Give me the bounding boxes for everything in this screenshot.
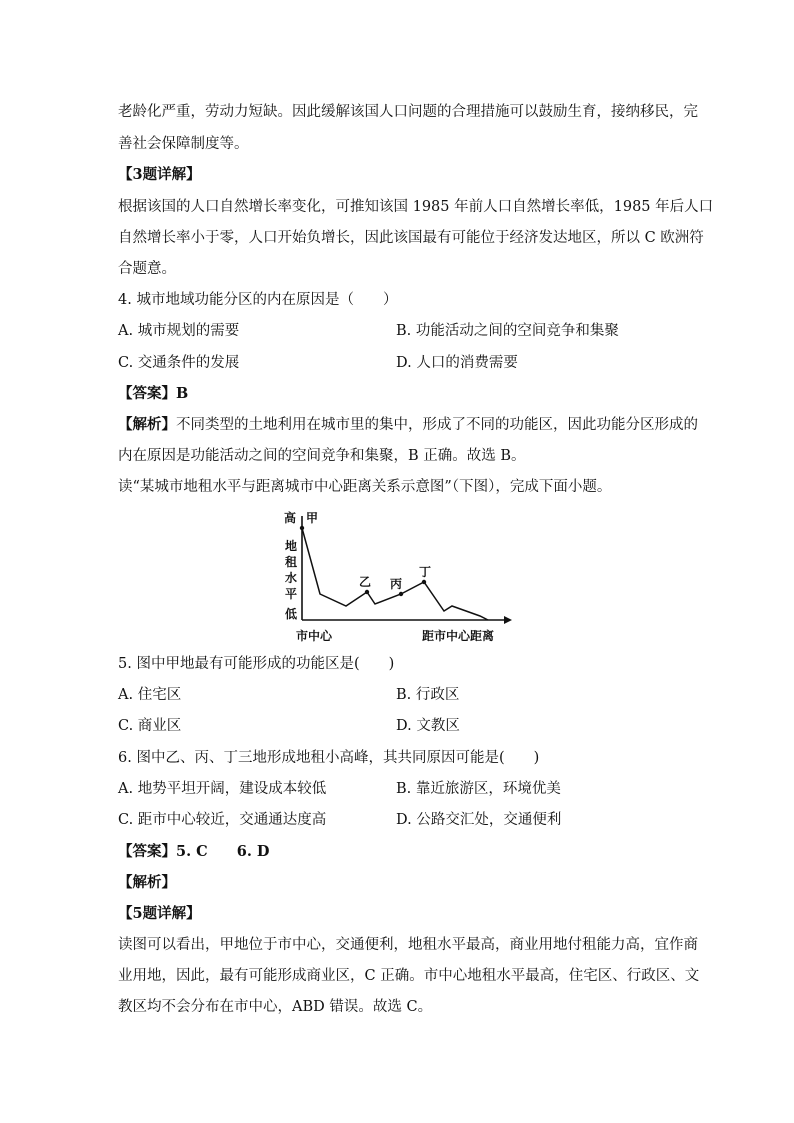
q4-analysis-text-1: 不同类型的土地利用在城市里的集中，形成了不同的功能区，因此功能分区形成的 — [176, 417, 698, 433]
q5-text-line-1: 读图可以看出，甲地位于市中心，交通便利，地租水平最高，商业用地付租能力高，宜作商 — [118, 937, 698, 953]
rent-diagram-svg — [282, 506, 514, 646]
q6-stem: 6. 图中乙、丙、丁三地形成地租小高峰，其共同原因可能是( ) — [118, 750, 540, 766]
rent-curve — [302, 528, 488, 620]
intro-line-2: 善社会保障制度等。 — [118, 136, 249, 152]
q4-option-a: A. 城市规划的需要 — [118, 323, 240, 339]
point-jia-marker — [300, 526, 304, 530]
q4-option-d: D. 人口的消费需要 — [396, 355, 518, 371]
q5-heading: 【5题详解】 — [118, 905, 201, 922]
q5-text-line-2: 业用地，因此，最有可能形成商业区，C 正确。市中心地租水平最高，住宅区、行政区、文 — [118, 968, 700, 984]
q5-option-b: B. 行政区 — [396, 687, 460, 703]
q4-option-b: B. 功能活动之间的空间竞争和集聚 — [396, 323, 619, 339]
y-label-char-3: 水 — [285, 571, 298, 585]
q3-text-line-3: 合题意。 — [118, 261, 176, 277]
q4-option-c: C. 交通条件的发展 — [118, 355, 240, 371]
q5-option-a: A. 住宅区 — [118, 687, 182, 703]
q4-analysis-line-1 — [118, 415, 698, 435]
q5-option-c: C. 商业区 — [118, 718, 182, 734]
y-label-char-4: 平 — [285, 587, 298, 601]
point-bing-label: 丙 — [390, 577, 403, 591]
q4-analysis-label: 【解析】 — [118, 416, 176, 433]
point-yi-label: 乙 — [359, 575, 372, 589]
y-label-char-2: 租 — [285, 555, 298, 569]
q6-option-a: A. 地势平坦开阔，建设成本较低 — [118, 781, 327, 797]
point-yi-marker — [365, 590, 369, 594]
y-label-char-1: 地 — [285, 539, 298, 553]
answer-5-6: 【答案】5. C 6. D — [118, 843, 270, 860]
read-prompt: 读“某城市地租水平与距离城市中心距离关系示意图”（下图），完成下面小题。 — [118, 479, 612, 495]
q6-option-c: C. 距市中心较近，交通通达度高 — [118, 812, 327, 828]
y-low-label: 低 — [285, 607, 298, 621]
q4-stem: 4. 城市地域功能分区的内在原因是（ ） — [118, 292, 398, 308]
q6-option-b: B. 靠近旅游区，环境优美 — [396, 781, 561, 797]
q4-analysis-line-2: 内在原因是功能活动之间的空间竞争和集聚，B 正确。故选 B。 — [118, 448, 526, 464]
point-jia-label: 甲 — [306, 511, 319, 525]
x-axis-label: 距市中心距离 — [422, 629, 495, 643]
x-origin-label: 市中心 — [296, 629, 333, 643]
q3-text-line-2: 自然增长率小于零，人口开始负增长，因此该国最有可能位于经济发达地区，所以 C 欧洲符 — [118, 230, 704, 246]
intro-line-1: 老龄化严重，劳动力短缺。因此缓解该国人口问题的合理措施可以鼓励生育，接纳移民，完 — [118, 104, 698, 120]
q5-text-line-3: 教区均不会分布在市中心，ABD 错误。故选 C。 — [118, 999, 433, 1015]
rent-distance-diagram — [282, 506, 514, 646]
point-ding-marker — [422, 580, 426, 584]
analysis-heading: 【解析】 — [118, 874, 176, 891]
point-bing-marker — [399, 592, 403, 596]
q6-option-d: D. 公路交汇处，交通便利 — [396, 812, 562, 828]
q3-heading: 【3题详解】 — [118, 166, 201, 183]
point-ding-label: 丁 — [419, 565, 432, 579]
q3-text-line-1: 根据该国的人口自然增长率变化，可推知该国 1985 年前人口自然增长率低，1985 年后人口 — [118, 199, 714, 215]
q4-answer: 【答案】B — [118, 385, 189, 402]
y-high-label: 高 — [284, 511, 297, 525]
x-axis-arrow — [504, 616, 512, 624]
q5-stem: 5. 图中甲地最有可能形成的功能区是( ) — [118, 656, 395, 672]
q5-option-d: D. 文教区 — [396, 718, 460, 734]
